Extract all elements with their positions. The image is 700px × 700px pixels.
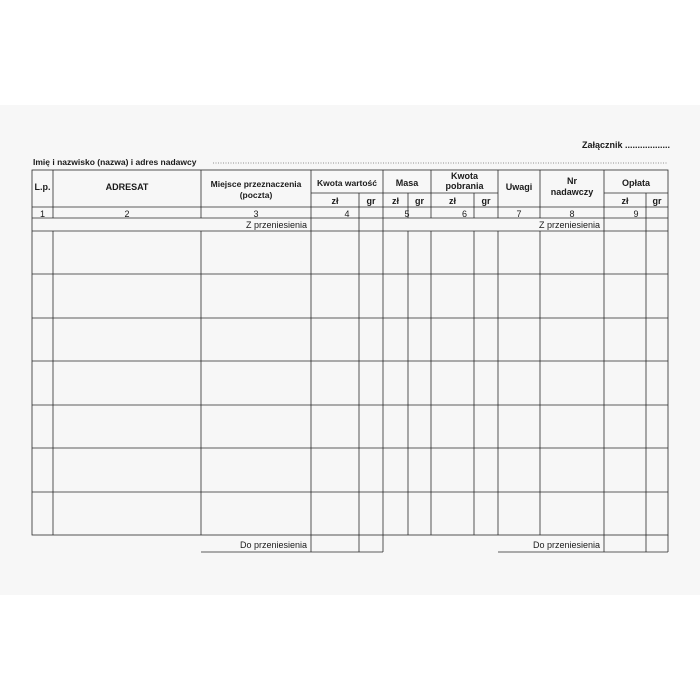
col-adresat-header: ADRESAT xyxy=(105,182,149,192)
masa-gr: gr xyxy=(415,196,424,206)
kwota-wartosc-zl: zł xyxy=(331,196,339,206)
col-uwagi-header: Uwagi xyxy=(505,182,533,192)
col-number-2: 2 xyxy=(124,209,130,219)
masa-zl: zł xyxy=(391,196,399,206)
col-kwota-pobrania-header-line2: pobrania xyxy=(445,181,484,191)
attachment-label: Załącznik .................. xyxy=(581,140,670,150)
sender-label: Imię i nazwisko (nazwa) i adres nadawcy xyxy=(33,157,197,167)
col-number-8: 8 xyxy=(569,209,575,219)
col-number-3: 3 xyxy=(253,209,259,219)
kwota-pobrania-zl: zł xyxy=(448,196,456,206)
col-lp-header: L.p. xyxy=(34,182,51,192)
oplata-gr: gr xyxy=(652,196,662,206)
carry-in-label-right: Z przeniesienia xyxy=(538,220,600,230)
oplata-zl: zł xyxy=(621,196,629,206)
carry-out-label-left: Do przeniesienia xyxy=(239,540,307,550)
col-miejsce-header-line2: (poczta) xyxy=(239,190,273,200)
col-kwota-wartosc-header: Kwota wartość xyxy=(317,178,377,188)
col-number-4: 4 xyxy=(344,209,350,219)
col-oplata-header: Opłata xyxy=(621,178,650,188)
col-number-7: 7 xyxy=(516,209,522,219)
kwota-pobrania-gr: gr xyxy=(481,196,491,206)
col-number-9: 9 xyxy=(633,209,639,219)
col-nr-nadawczy-header-line2: nadawczy xyxy=(550,187,594,197)
col-masa-header: Masa xyxy=(395,178,419,188)
col-number-5: 5 xyxy=(404,209,410,219)
col-kwota-pobrania-header-line1: Kwota xyxy=(451,171,478,181)
col-miejsce-header-line1: Miejsce przeznaczenia xyxy=(210,179,302,189)
col-nr-nadawczy-header-line1: Nr xyxy=(566,176,577,186)
carry-in-label-left: Z przeniesienia xyxy=(245,220,307,230)
kwota-wartosc-gr: gr xyxy=(366,196,376,206)
col-number-6: 6 xyxy=(461,209,467,219)
col-number-1: 1 xyxy=(39,209,45,219)
carry-out-label-right: Do przeniesienia xyxy=(532,540,600,550)
